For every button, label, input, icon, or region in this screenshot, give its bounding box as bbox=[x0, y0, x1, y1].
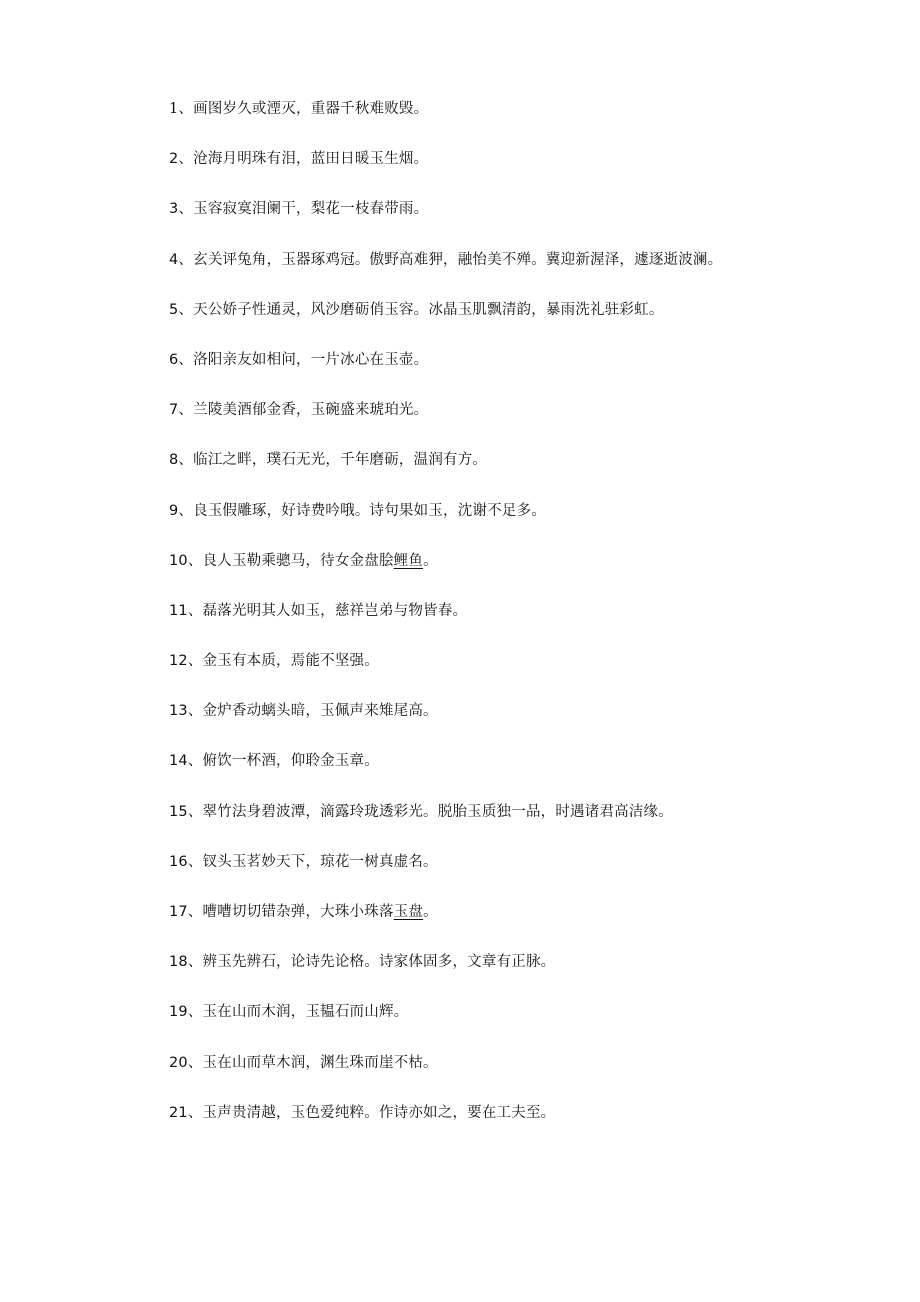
list-item: 14、俯饮一杯酒，仰聆金玉章。 bbox=[169, 753, 379, 770]
underlined-word: 玉盘 bbox=[393, 904, 424, 920]
line-punctuation: 。 bbox=[423, 552, 438, 569]
list-item: 11、磊落光明其人如玉，慈祥岂弟与物皆春。 bbox=[169, 602, 468, 619]
list-item: 7、兰陵美酒郁金香，玉碗盛来琥珀光。 bbox=[169, 402, 429, 419]
list-item: 13、金炉香动螭头暗，玉佩声来雉尾高。 bbox=[169, 703, 438, 720]
verse-list bbox=[169, 98, 889, 1152]
list-item: 4、玄关评兔角，玉器琢鸡冠。傲野高难狎，融怡美不殚。冀迎新渥泽，遽逐逝波澜。 bbox=[169, 251, 723, 268]
list-item: 12、金玉有本质，焉能不坚强。 bbox=[169, 653, 379, 670]
list-item bbox=[169, 550, 889, 600]
list-item: 19、玉在山而木润，玉韫石而山辉。 bbox=[169, 1004, 409, 1021]
line-text: 17、嘈嘈切切错杂弹，大珠小珠落 bbox=[169, 904, 394, 920]
line-punctuation: 。 bbox=[423, 904, 438, 920]
underlined-word: 鲤鱼 bbox=[393, 552, 424, 569]
list-item: 15、翠竹法身碧波潭，滴露玲珑透彩光。脱胎玉质独一品，时遇诸君高洁缘。 bbox=[169, 803, 673, 820]
list-item: 6、洛阳亲友如相问，一片冰心在玉壶。 bbox=[169, 351, 429, 368]
list-item: 5、天公娇子性通灵，风沙磨砺俏玉容。冰晶玉肌飘清韵，暴雨洗礼驻彩虹。 bbox=[169, 301, 664, 318]
list-item: 20、玉在山而草木润，渊生珠而崖不枯。 bbox=[169, 1054, 438, 1071]
list-item bbox=[169, 901, 889, 951]
list-item: 1、画图岁久或湮灭，重器千秋难败毁。 bbox=[169, 101, 429, 117]
list-item: 9、良玉假雕琢，好诗费吟哦。诗句果如玉，沈谢不足多。 bbox=[169, 502, 546, 519]
list-item: 8、临江之畔，璞石无光，千年磨砺，温润有方。 bbox=[169, 452, 488, 469]
list-item: 2、沧海月明珠有泪，蓝田日暖玉生烟。 bbox=[169, 151, 429, 168]
list-item: 16、钗头玉茗妙天下，琼花一树真虚名。 bbox=[169, 853, 438, 870]
line-text: 10、良人玉勒乘骢马，待女金盘脍 bbox=[169, 552, 394, 569]
list-item: 18、辨玉先辨石，论诗先论格。诗家体固多，文章有正脉。 bbox=[169, 954, 556, 971]
list-item: 21、玉声贵清越，玉色爱纯粹。作诗亦如之，要在工夫至。 bbox=[169, 1104, 556, 1121]
list-item: 3、玉容寂寞泪阑干，梨花一枝春带雨。 bbox=[169, 201, 429, 218]
